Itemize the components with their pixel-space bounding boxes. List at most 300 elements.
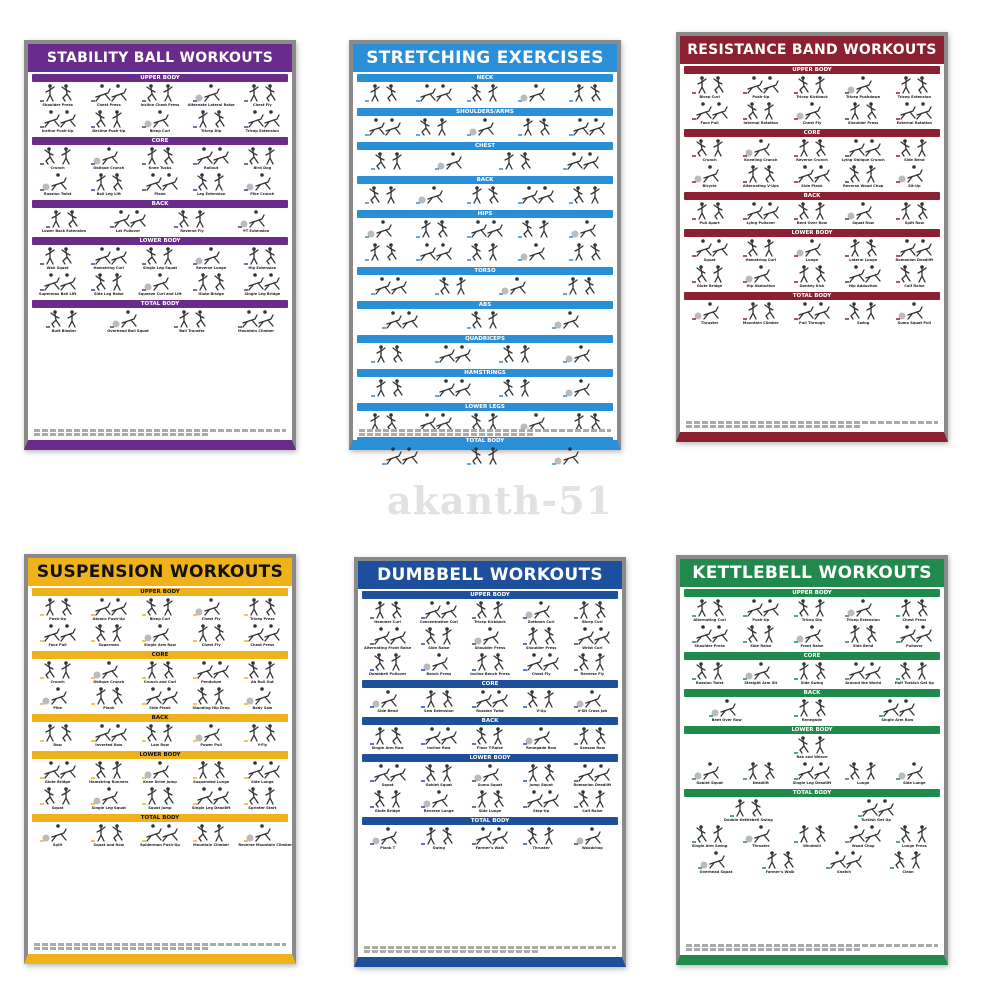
exercise-figure-icon xyxy=(191,272,231,292)
exercise-label: Lower Back Extension xyxy=(41,229,87,233)
exercise-label: Ab Roll Out xyxy=(250,680,274,684)
exercise-item xyxy=(466,826,514,851)
exercise-item xyxy=(890,138,938,163)
exercise-item xyxy=(415,689,463,714)
exercise-figure-icon xyxy=(140,786,180,806)
exercise-label: Wood Chop xyxy=(851,844,875,848)
exercise-section xyxy=(684,726,940,786)
exercise-label: Straight Arm Sit xyxy=(744,681,778,685)
exercise-label: Pull Through xyxy=(799,321,825,325)
exercise-item xyxy=(686,238,734,263)
exercise-figure-icon xyxy=(465,185,505,205)
exercise-label: Rollout xyxy=(203,166,219,170)
exercise-item xyxy=(34,823,82,848)
exercise-item xyxy=(563,83,611,105)
exercise-item xyxy=(788,238,836,263)
exercise-row xyxy=(362,651,618,677)
exercise-figure-icon xyxy=(521,726,561,746)
exercise-label: Face Pull xyxy=(700,121,719,125)
exercise-label: Bicep Curl xyxy=(149,129,171,133)
exercise-item xyxy=(557,344,605,366)
exercise-figure-icon xyxy=(728,798,768,818)
exercise-label: Bicycle xyxy=(702,184,717,188)
exercise-row xyxy=(362,762,618,788)
exercise-item xyxy=(466,689,514,714)
exercise-figure-icon xyxy=(894,661,934,681)
exercise-label: Low Row xyxy=(151,743,169,747)
workout-poster[interactable] xyxy=(24,40,296,450)
exercise-item xyxy=(788,75,836,100)
exercise-figure-icon xyxy=(38,686,78,706)
exercise-figure-icon xyxy=(894,201,934,221)
exercise-item xyxy=(788,735,836,760)
exercise-item xyxy=(563,219,611,241)
watermark-text: akanth-51 xyxy=(386,478,614,523)
exercise-label: Single Arm Row xyxy=(881,718,914,722)
exercise-label: V-Up xyxy=(536,709,546,713)
exercise-figure-icon xyxy=(741,101,781,121)
exercise-row xyxy=(357,116,613,139)
exercise-item xyxy=(85,146,133,171)
exercise-item xyxy=(839,761,887,786)
exercise-figure-icon xyxy=(567,117,607,137)
exercise-figure-icon xyxy=(741,301,781,321)
exercise-label: Tricep Kickback xyxy=(474,620,506,624)
exercise-label: Glute Bridge xyxy=(374,809,401,813)
exercise-item xyxy=(410,117,458,139)
exercise-figure-icon xyxy=(191,146,231,166)
exercise-figure-icon xyxy=(572,789,612,809)
exercise-row xyxy=(684,849,940,875)
exercise-figure-icon xyxy=(894,75,934,95)
exercise-item xyxy=(187,597,235,622)
workout-poster[interactable] xyxy=(24,554,296,964)
exercise-figure-icon xyxy=(690,164,730,184)
exercise-figure-icon xyxy=(521,600,561,620)
exercise-item xyxy=(686,661,734,686)
exercise-figure-icon xyxy=(433,151,473,171)
exercise-row xyxy=(684,697,940,723)
exercise-figure-icon xyxy=(843,101,883,121)
exercise-figure-icon xyxy=(191,660,231,680)
exercise-row xyxy=(32,622,288,648)
exercise-figure-icon xyxy=(89,786,129,806)
exercise-figure-icon xyxy=(44,209,84,229)
exercise-figure-icon xyxy=(414,242,454,262)
exercise-label: Thruster xyxy=(532,846,550,850)
exercise-label: Incline Push-Up xyxy=(41,129,74,133)
section-header: TOTAL BODY xyxy=(32,300,288,308)
exercise-label: Romanian Deadlift xyxy=(573,783,612,787)
exercise-figure-icon xyxy=(89,172,129,192)
exercise-item xyxy=(517,763,565,788)
exercise-label: Squat Row xyxy=(852,221,874,225)
exercise-label: Reverse Mountain Climber xyxy=(238,843,292,847)
exercise-item xyxy=(34,272,82,297)
exercise-label: Plank T xyxy=(380,846,396,850)
exercise-item xyxy=(788,824,836,849)
exercise-figure-icon xyxy=(140,146,180,166)
exercise-item xyxy=(365,276,413,298)
exercise-label: Floor T-Raise xyxy=(476,746,503,750)
exercise-item xyxy=(34,786,82,811)
exercise-section xyxy=(357,176,613,207)
exercise-section xyxy=(684,192,940,226)
exercise-label: Reverse Fly xyxy=(180,229,204,233)
exercise-row xyxy=(32,108,288,134)
exercise-label: Farmer's Walk xyxy=(475,846,505,850)
exercise-figure-icon xyxy=(368,626,408,646)
exercise-figure-icon xyxy=(191,83,231,103)
exercise-item xyxy=(686,201,734,226)
exercise-item xyxy=(364,763,412,788)
exercise-label: Single Leg Bridge xyxy=(244,292,281,296)
exercise-figure-icon xyxy=(242,597,282,617)
exercise-figure-icon xyxy=(363,83,403,103)
exercise-row xyxy=(357,377,613,400)
exercise-figure-icon xyxy=(470,689,510,709)
exercise-label: Hamstring Curl xyxy=(93,266,125,270)
exercise-item xyxy=(429,378,477,400)
exercise-figure-icon xyxy=(792,661,832,681)
poster-body xyxy=(28,72,292,334)
exercise-item xyxy=(820,850,868,875)
exercise-label: Squat xyxy=(381,783,394,787)
exercise-label: Tricep Pushdown xyxy=(846,95,881,99)
exercise-row xyxy=(32,822,292,848)
exercise-item xyxy=(34,623,82,648)
exercise-label: Calf Raise xyxy=(904,284,925,288)
exercise-item xyxy=(429,151,477,173)
exercise-label: Knee Tucks xyxy=(148,166,172,170)
exercise-label: Crunch xyxy=(50,166,65,170)
exercise-figure-icon xyxy=(108,309,148,329)
exercise-label: Internal Rotation xyxy=(743,121,779,125)
exercise-item xyxy=(238,686,286,711)
exercise-figure-icon xyxy=(690,301,730,321)
poster-footer xyxy=(34,428,286,438)
exercise-figure-icon xyxy=(242,272,282,292)
exercise-item xyxy=(737,761,785,786)
exercise-label: Squat xyxy=(51,806,64,810)
exercise-item xyxy=(187,109,235,134)
exercise-label: Lat Pullover xyxy=(115,229,141,233)
exercise-row xyxy=(362,825,618,851)
exercise-figure-icon xyxy=(191,786,231,806)
exercise-item xyxy=(839,661,887,686)
exercise-figure-icon xyxy=(561,276,601,296)
poster-title: STABILITY BALL WORKOUTS xyxy=(28,44,292,72)
exercise-label: Windmill xyxy=(803,844,821,848)
exercise-figure-icon xyxy=(741,624,781,644)
exercise-figure-icon xyxy=(38,786,78,806)
exercise-figure-icon xyxy=(792,735,832,755)
exercise-figure-icon xyxy=(414,185,454,205)
exercise-label: Chest Press xyxy=(902,618,927,622)
exercise-row xyxy=(32,245,288,271)
exercise-figure-icon xyxy=(38,597,78,617)
exercise-label: Side Plank xyxy=(149,706,171,710)
exercise-label: Tricep Press xyxy=(250,617,275,621)
exercise-figure-icon xyxy=(561,344,601,364)
exercise-row xyxy=(32,685,288,711)
exercise-figure-icon xyxy=(561,378,601,398)
section-header: TOTAL BODY xyxy=(684,789,940,797)
exercise-figure-icon xyxy=(470,652,510,672)
exercise-item xyxy=(788,698,836,723)
exercise-section xyxy=(32,237,288,297)
exercise-figure-icon xyxy=(843,264,883,284)
exercise-figure-icon xyxy=(191,172,231,192)
section-header: LOWER LEGS xyxy=(357,403,613,411)
exercise-section xyxy=(32,74,288,134)
exercise-figure-icon xyxy=(894,264,934,284)
exercise-item xyxy=(364,789,412,814)
exercise-item xyxy=(238,83,286,108)
exercise-label: Sumo Squat xyxy=(477,783,503,787)
exercise-item xyxy=(563,117,611,139)
exercise-label: Rak and Weave xyxy=(796,755,828,759)
exercise-label: Hamstring Runners xyxy=(89,780,129,784)
exercise-section xyxy=(684,229,940,289)
poster-body xyxy=(28,586,292,848)
exercise-item xyxy=(136,172,184,197)
exercise-item xyxy=(737,661,785,686)
exercise-item xyxy=(376,446,424,468)
workout-poster[interactable] xyxy=(676,32,948,442)
poster-title: KETTLEBELL WORKOUTS xyxy=(680,559,944,587)
exercise-label: Plank xyxy=(154,192,166,196)
exercise-item xyxy=(839,164,887,189)
exercise-row xyxy=(357,218,613,241)
exercise-figure-icon xyxy=(521,763,561,783)
exercise-label: Chest Fly xyxy=(802,121,822,125)
exercise-item xyxy=(686,138,734,163)
exercise-figure-icon xyxy=(242,823,282,843)
section-header: CORE xyxy=(32,651,288,659)
exercise-item xyxy=(85,246,133,271)
exercise-label: Split Row xyxy=(904,221,924,225)
exercise-figure-icon xyxy=(690,75,730,95)
poster-body xyxy=(680,587,944,875)
exercise-item xyxy=(364,689,412,714)
exercise-figure-icon xyxy=(856,798,896,818)
exercise-section xyxy=(32,137,288,197)
exercise-item xyxy=(686,75,734,100)
exercise-item xyxy=(890,661,938,686)
exercise-row xyxy=(32,82,288,108)
exercise-item xyxy=(365,151,413,173)
exercise-figure-icon xyxy=(888,850,928,870)
exercise-item xyxy=(493,378,541,400)
exercise-figure-icon xyxy=(741,75,781,95)
exercise-item xyxy=(187,823,235,848)
exercise-label: Incline Row xyxy=(427,746,451,750)
exercise-label: Bicep Curl xyxy=(149,617,171,621)
exercise-item xyxy=(85,623,133,648)
exercise-section xyxy=(684,652,940,686)
exercise-figure-icon xyxy=(191,597,231,617)
exercise-item xyxy=(136,723,184,748)
exercise-item xyxy=(890,164,938,189)
exercise-figure-icon xyxy=(191,109,231,129)
exercise-item xyxy=(686,301,734,326)
exercise-label: Sprinter Start xyxy=(248,806,277,810)
exercise-figure-icon xyxy=(470,789,510,809)
exercise-item xyxy=(512,83,560,105)
exercise-label: Face Pull xyxy=(48,643,67,647)
exercise-label: Push-Up xyxy=(752,618,770,622)
exercise-section xyxy=(32,300,288,334)
exercise-figure-icon xyxy=(242,246,282,266)
exercise-figure-icon xyxy=(572,600,612,620)
exercise-item xyxy=(568,626,616,651)
exercise-figure-icon xyxy=(894,238,934,258)
exercise-row xyxy=(362,625,618,651)
exercise-label: Side Swing xyxy=(800,681,824,685)
exercise-label: Single Leg Squat xyxy=(91,806,126,810)
exercise-section xyxy=(32,714,288,748)
exercise-item xyxy=(359,185,407,207)
exercise-item xyxy=(890,101,938,126)
exercise-label: Side Bend xyxy=(377,709,398,713)
exercise-section xyxy=(357,210,613,264)
section-header: QUADRICEPS xyxy=(357,335,613,343)
exercise-figure-icon xyxy=(191,686,231,706)
workout-poster[interactable] xyxy=(354,557,626,967)
exercise-figure-icon xyxy=(191,723,231,743)
exercise-item xyxy=(517,826,565,851)
exercise-item xyxy=(686,101,734,126)
exercise-label: Side Leg Raise xyxy=(93,292,124,296)
exercise-row xyxy=(357,184,613,207)
exercise-label: Step-Up xyxy=(533,809,550,813)
section-header: LOWER BODY xyxy=(684,726,940,734)
section-header: UPPER BODY xyxy=(362,591,618,599)
exercise-figure-icon xyxy=(894,101,934,121)
exercise-figure-icon xyxy=(191,246,231,266)
exercise-item xyxy=(238,272,286,297)
section-header: CORE xyxy=(362,680,618,688)
exercise-item xyxy=(364,652,412,677)
exercise-item xyxy=(85,760,133,785)
exercise-item xyxy=(517,600,565,625)
workout-poster[interactable] xyxy=(349,40,621,450)
exercise-label: Chest Fly xyxy=(201,643,221,647)
exercise-figure-icon xyxy=(690,761,730,781)
exercise-label: Shoulder Press xyxy=(42,103,73,107)
exercise-figure-icon xyxy=(690,624,730,644)
exercise-label: Turkish Get Up xyxy=(861,818,891,822)
exercise-item xyxy=(461,446,509,468)
exercise-label: Oblique Crunch xyxy=(93,166,125,170)
exercise-item xyxy=(517,626,565,651)
exercise-figure-icon xyxy=(516,185,556,205)
exercise-item xyxy=(788,301,836,326)
exercise-figure-icon xyxy=(690,824,730,844)
exercise-label: Squat and Row xyxy=(93,843,125,847)
exercise-item xyxy=(40,309,88,334)
exercise-figure-icon xyxy=(369,151,409,171)
exercise-row xyxy=(684,300,940,326)
exercise-label: Side Plank xyxy=(801,184,823,188)
exercise-item xyxy=(737,164,785,189)
exercise-label: Squeeze Curl and Lift xyxy=(138,292,182,296)
exercise-item xyxy=(737,824,785,849)
exercise-figure-icon xyxy=(419,652,459,672)
exercise-label: Tricep Extension xyxy=(245,129,280,133)
section-header: TOTAL BODY xyxy=(32,814,288,822)
exercise-label: Single Leg Squat xyxy=(142,266,178,270)
exercise-figure-icon xyxy=(419,726,459,746)
exercise-figure-icon xyxy=(242,172,282,192)
exercise-label: Body Saw xyxy=(252,706,273,710)
exercise-item xyxy=(466,763,514,788)
exercise-item xyxy=(839,301,887,326)
exercise-label: Single Leg Deadlift xyxy=(792,781,832,785)
exercise-figure-icon xyxy=(497,276,537,296)
exercise-item xyxy=(737,598,785,623)
exercise-item xyxy=(686,164,734,189)
exercise-label: Overhead Ball Squat xyxy=(107,329,149,333)
exercise-row xyxy=(362,788,618,814)
exercise-item xyxy=(136,823,184,848)
exercise-item xyxy=(85,597,133,622)
exercise-figure-icon xyxy=(380,310,420,330)
exercise-figure-icon xyxy=(242,660,282,680)
exercise-figure-icon xyxy=(843,138,883,158)
exercise-row xyxy=(362,688,618,714)
exercise-item xyxy=(890,201,938,226)
exercise-label: Single Arm Row xyxy=(371,746,404,750)
exercise-label: Shoulder Press xyxy=(847,121,879,125)
exercise-item xyxy=(788,101,836,126)
exercise-figure-icon xyxy=(572,652,612,672)
exercise-figure-icon xyxy=(433,344,473,364)
exercise-item xyxy=(461,242,509,264)
exercise-figure-icon xyxy=(363,219,403,239)
exercise-item xyxy=(364,726,412,751)
exercise-label: Pullover xyxy=(906,644,923,648)
exercise-figure-icon xyxy=(843,201,883,221)
exercise-figure-icon xyxy=(368,826,408,846)
exercise-label: Alternating Front Raise xyxy=(363,646,412,650)
section-header: CORE xyxy=(684,652,940,660)
exercise-label: Standing Hip Drop xyxy=(192,706,230,710)
exercise-figure-icon xyxy=(242,623,282,643)
exercise-item xyxy=(466,600,514,625)
exercise-label: Goblet Squat xyxy=(696,781,723,785)
exercise-figure-icon xyxy=(572,689,612,709)
exercise-row xyxy=(684,597,940,623)
exercise-item xyxy=(493,276,541,298)
exercise-item xyxy=(34,146,82,171)
exercise-item xyxy=(187,723,235,748)
exercise-label: Knee Drive Jump xyxy=(143,780,177,784)
exercise-row xyxy=(684,263,940,289)
exercise-figure-icon xyxy=(792,75,832,95)
exercise-item xyxy=(756,850,804,875)
exercise-figure-icon xyxy=(140,597,180,617)
exercise-item xyxy=(568,652,616,677)
exercise-label: Chest Fly xyxy=(201,617,221,621)
exercise-item xyxy=(136,760,184,785)
exercise-item xyxy=(187,786,235,811)
exercise-figure-icon xyxy=(521,789,561,809)
exercise-item xyxy=(517,689,565,714)
exercise-figure-icon xyxy=(433,378,473,398)
workout-poster[interactable] xyxy=(676,555,948,965)
